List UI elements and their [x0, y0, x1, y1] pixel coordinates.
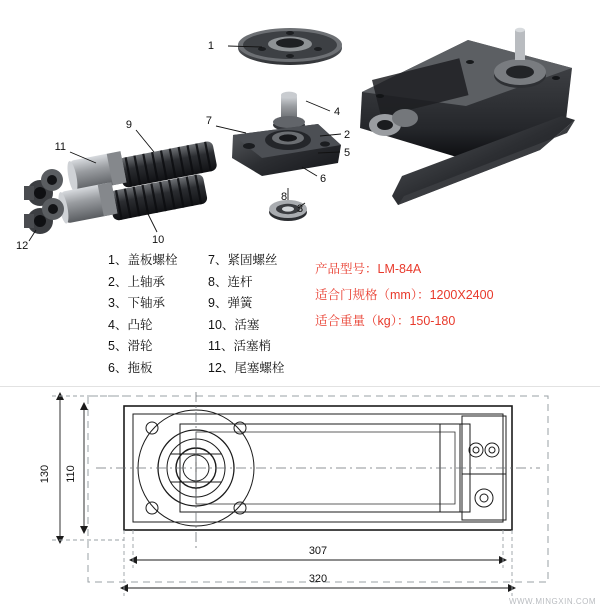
legend-item-4: 4、凸轮	[108, 317, 153, 332]
part-piston	[56, 151, 126, 224]
callout-11: 11	[54, 141, 66, 153]
product-specifications	[315, 256, 595, 334]
legend-column-right	[208, 250, 284, 379]
legend-item-12: 12、尾塞螺栓	[208, 360, 285, 375]
part-carrier-plate	[232, 124, 341, 176]
callout-12: 12	[16, 240, 29, 250]
legend-item-1: 1、盖板螺栓	[108, 253, 178, 267]
callout-2: 2	[344, 129, 351, 141]
callout-5: 5	[344, 147, 351, 159]
callout-7: 7	[205, 115, 212, 127]
section-divider	[0, 386, 600, 387]
assembled-door-closer-body	[360, 28, 575, 205]
legend-item-6: 6、拖板	[108, 360, 153, 375]
legend-item-10: 10、活塞	[208, 317, 260, 332]
dimension-width-inner: 307	[308, 545, 328, 557]
legend-item-3: 3、下轴承	[108, 296, 165, 310]
spec-door-size: 适合门规格（mm）：1200X2400	[315, 288, 494, 302]
legend-item-5: 5、滑轮	[108, 339, 153, 353]
legend-item-9: 9、弹簧	[208, 296, 253, 310]
spec-model: 产品型号：LM-84A	[315, 262, 422, 276]
callout-10: 10	[152, 234, 165, 246]
dimension-height-inner: 110	[65, 465, 77, 483]
spec-weight: 适合重量（kg）：150-180	[315, 314, 456, 328]
callout-9: 9	[125, 119, 132, 131]
callout-6: 6	[320, 173, 327, 185]
legend-item-2: 2、上轴承	[108, 274, 165, 289]
callout-4: 4	[334, 106, 341, 118]
legend-item-7: 7、紧固螺丝	[208, 253, 278, 267]
dimension-height-outer: 130	[39, 464, 51, 484]
parts-legend	[108, 250, 328, 390]
callout-1: 1	[207, 40, 214, 52]
dimension-horizontal-group	[120, 530, 516, 596]
legend-item-11: 11、活塞梢	[208, 339, 271, 353]
callout-3: 3	[297, 203, 304, 215]
part-piston-pin	[24, 169, 64, 234]
callout-8: 8	[281, 191, 288, 203]
exploded-assembly-diagram	[0, 0, 600, 250]
part-cam	[273, 92, 305, 131]
watermark-text: WWW.MINGXIN.COM	[508, 597, 596, 606]
technical-dimension-drawing	[0, 388, 600, 607]
legend-column-left	[108, 250, 177, 379]
dimension-width-outer: 320	[308, 573, 328, 585]
legend-item-8: 8、连杆	[208, 274, 253, 289]
